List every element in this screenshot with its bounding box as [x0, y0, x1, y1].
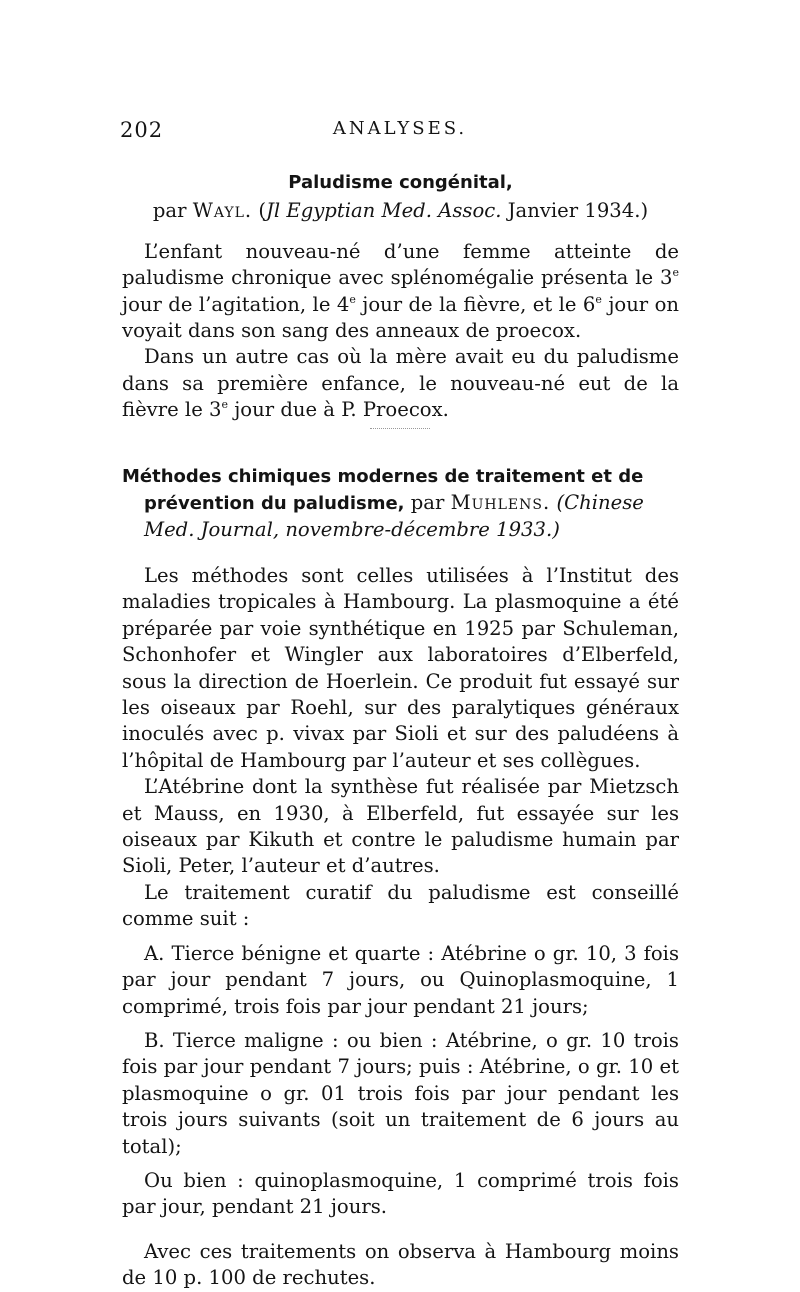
- treatment-alternative: Ou bien : quinoplasmoquine, 1 comprimé trois fois par jour, pendant 21 jours.: [122, 1168, 679, 1219]
- paragraph: L’enfant nouveau-né d’une femme atteinte de paludisme chronique avec splénomégalie présenta le 3e jour de l’agitation, le 4e jour de la fièvre, et le 6e jour on voyait dans son sang des anneaux de proecox.: [122, 239, 680, 343]
- citation: (Chinese Med. Journal, novembre-décembre 1933.): [144, 491, 644, 541]
- paragraph: Les méthodes sont celles utilisées à l’Institut des maladies tropicales à Hambourg. La plasmoquine a été préparée par voie synthétique en 1925 par Schuleman, Schonhofer et Wingler aux laboratoires d’Elberfeld, sous la direction de Hoerlein. Ce produit fut essayé sur les oiseaux par Roehl, sur des paralytiques généraux inoculés avec p. vivax par Sioli et sur des paludéens à l’hôpital de Hambourg par l’auteur et ses collègues.: [122, 564, 679, 772]
- page-number: 202: [120, 118, 164, 142]
- article-chemical-methods: [122, 463, 679, 1292]
- paragraph: L’Atébrine dont la synthèse fut réalisée par Mietzsch et Mauss, en 1930, à Elberfeld, fut essayée sur les oiseaux par Kikuth et contre le paludisme humain par Sioli, Peter, l’auteur et d’autres.: [122, 775, 679, 878]
- paragraph: Dans un autre cas où la mère avait eu du paludisme dans sa première enfance, le nouveau-né eut de la fièvre le 3e jour due à P. Proecox.: [122, 345, 679, 422]
- running-head: ANALYSES.: [332, 118, 468, 139]
- section-divider: [370, 428, 430, 429]
- byline-prefix: par: [410, 491, 445, 514]
- treatment-b: B. Tierce maligne : ou bien : Atébrine, o gr. 10 trois fois par jour pendant 7 jours; puis : Atébrine, o gr. 10 et plasmoquine o gr. 01 trois fois par jour pendant les trois jours suivants (soit un traitement de 6 jours au total);: [122, 1028, 679, 1158]
- treatment-a: A. Tierce bénigne et quarte : Atébrine o gr. 10, 3 fois par jour pendant 7 jours, ou Quinoplasmoquine, 1 comprimé, trois fois par jour pendant 21 jours;: [122, 941, 679, 1018]
- byline-prefix: par: [152, 199, 187, 223]
- page-header: [120, 118, 680, 142]
- article-congenital: [122, 170, 679, 424]
- article-2-title: Méthodes chimiques modernes de traitement et de prévention du paludisme,: [122, 466, 644, 514]
- paragraph: Le traitement curatif du paludisme est conseillé comme suit :: [122, 880, 679, 931]
- citation-journal: Jl Egyptian Med. Assoc.: [266, 199, 502, 223]
- article-2-heading: [122, 463, 679, 543]
- author-name: Wayl.: [192, 199, 253, 223]
- article-1-title: Paludisme congénital,: [288, 172, 513, 193]
- author-name: Muhlens.: [450, 491, 551, 514]
- article-1-byline: [122, 198, 679, 224]
- closing-paragraph: Avec ces traitements on observa à Hambourg moins de 10 p. 100 de rechutes.: [122, 1239, 679, 1290]
- citation-date: Janvier 1934.): [507, 199, 649, 223]
- citation-open: (: [258, 199, 267, 223]
